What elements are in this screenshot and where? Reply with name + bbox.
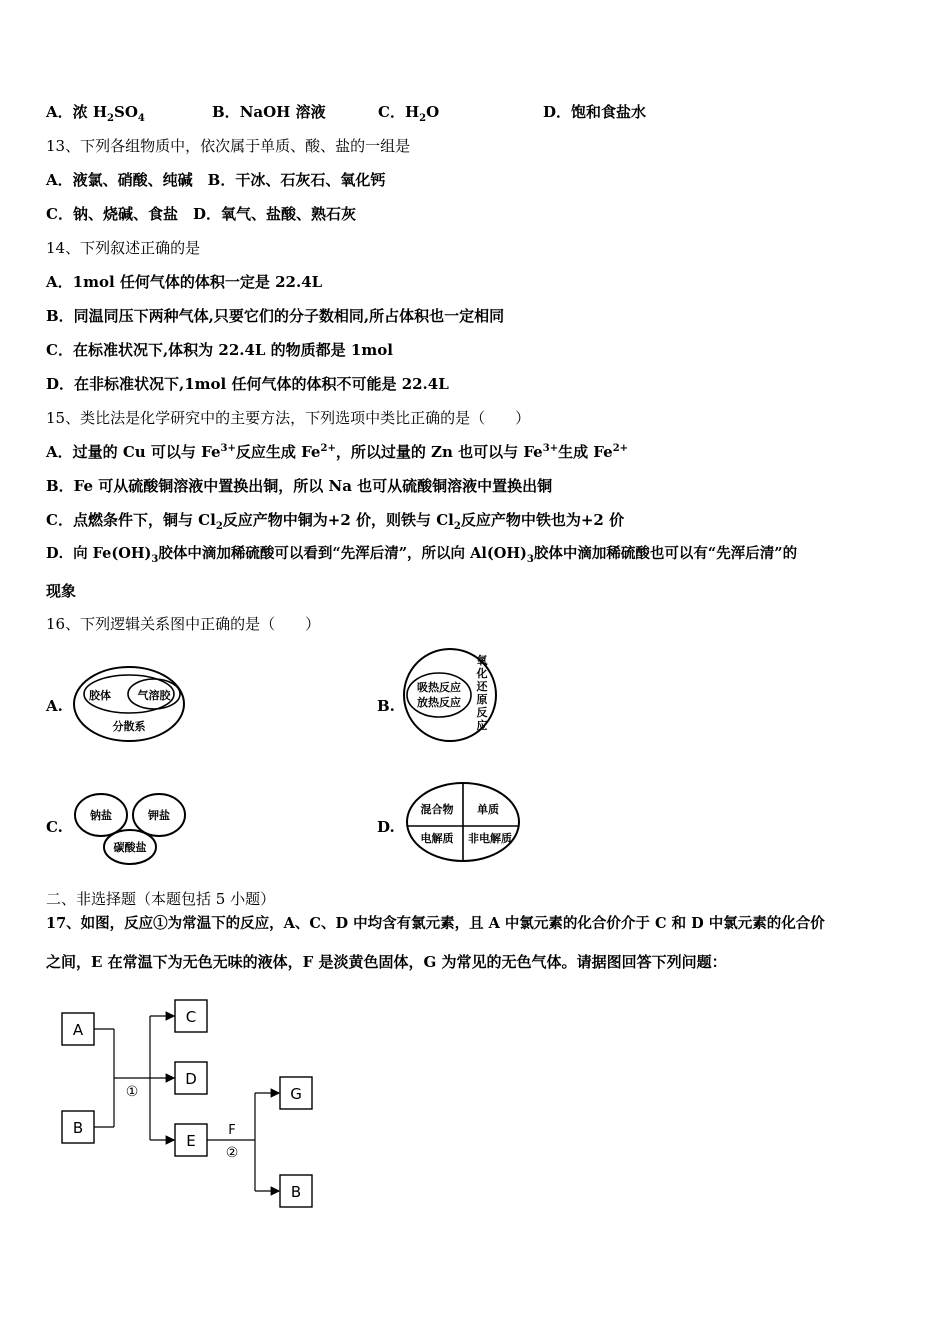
q13-options-cd: C．钠、烧碱、食盐 D．氧气、盐酸、熟石灰 bbox=[46, 205, 356, 223]
q15-option-b: B．Fe 可从硫酸铜溶液中置换出铜，所以 Na 也可从硫酸铜溶液中置换出铜 bbox=[46, 477, 553, 495]
label-redox-char: 氧 bbox=[476, 654, 488, 667]
diagram-d-matter bbox=[404, 780, 524, 864]
label-redox-char: 化 bbox=[476, 667, 488, 680]
label-redox-char: 原 bbox=[476, 693, 488, 706]
label-carbonate: 碳酸盐 bbox=[113, 841, 147, 854]
q14-option-c: C．在标准状况下,体积为 22.4L 的物质都是 1mol bbox=[46, 341, 393, 359]
q15-option-c: C．点燃条件下，铜与 $Cl_2$反应产物中铜为+2 价，则铁与 $Cl_2$反应产物中铁也为+2 价 bbox=[46, 511, 625, 532]
q17-text-line1: 17、如图，反应①为常温下的反应，A、C、D 中均含有氯元素，且 A 中氯元素的化合价介于 C 和 D 中氯元素的化合价 bbox=[46, 915, 825, 932]
q14-option-a: A．1mol 任何气体的体积一定是 22.4L bbox=[46, 273, 323, 291]
q12-option-b: B．NaOH 溶液 bbox=[212, 103, 326, 121]
label-reagent-f: F bbox=[228, 1123, 236, 1138]
label-box-e: E bbox=[186, 1132, 196, 1150]
label-redox-char: 反 bbox=[476, 706, 488, 719]
label-dispersion-system: 分散系 bbox=[112, 720, 146, 733]
q16-stem: 16、下列逻辑关系图中正确的是（ ） bbox=[46, 615, 321, 633]
label-box-a: A bbox=[72, 1021, 84, 1039]
q14-option-d: D．在非标准状况下,1mol 任何气体的体积不可能是 22.4L bbox=[46, 375, 449, 393]
label-reaction2: ② bbox=[225, 1145, 239, 1161]
q15-option-a: A．过量的 Cu 可以与 $Fe^{3+}$反应生成 $Fe^{2+}$，所以过量的 Zn 也可以与 $Fe^{3+}$生成 $Fe^{2+}$ bbox=[46, 443, 629, 461]
q16-label-d: D. bbox=[377, 818, 395, 836]
label-colloid: 胶体 bbox=[89, 689, 111, 702]
q13-stem: 13、下列各组物质中，依次属于单质、酸、盐的一组是 bbox=[46, 137, 411, 155]
label-mixture: 混合物 bbox=[420, 803, 454, 816]
q15-stem: 15、类比法是化学研究中的主要方法，下列选项中类比正确的是（ ） bbox=[46, 409, 531, 427]
label-exothermic: 放热反应 bbox=[417, 696, 461, 709]
label-aerosol: 气溶胶 bbox=[137, 689, 171, 702]
ellipse-heat-reactions bbox=[407, 673, 471, 717]
label-box-g: G bbox=[290, 1085, 302, 1103]
q12-option-d: D．饱和食盐水 bbox=[543, 103, 647, 121]
label-reaction1: ① bbox=[125, 1084, 139, 1100]
diagram-a-dispersion bbox=[72, 664, 188, 744]
q13-options-ab: A．液氯、硝酸、纯碱 B．干冰、石灰石、氧化钙 bbox=[46, 171, 386, 189]
q17-text-line2: 之间，E 在常温下为无色无味的液体，F 是淡黄色固体，G 为常见的无色气体。请据图回答下列问题： bbox=[46, 953, 727, 971]
diagram-b-reactions bbox=[402, 646, 498, 744]
q15-option-d-continued: 现象 bbox=[46, 582, 77, 600]
diagram-c-salts bbox=[72, 788, 188, 868]
q17-flow-diagram bbox=[55, 995, 325, 1215]
label-box-b-product: B bbox=[290, 1183, 302, 1201]
label-redox-char: 还 bbox=[476, 680, 488, 693]
label-box-b: B bbox=[72, 1119, 84, 1137]
label-electrolyte: 电解质 bbox=[420, 832, 454, 845]
q15-option-d: D．向 $Fe(OH)_3$胶体中滴加稀硫酸可以看到“先浑后清”，所以向 $Al(OH)_3$胶体中滴加稀硫酸也可以有“先浑后清”的 bbox=[46, 545, 798, 565]
q16-label-a: A. bbox=[46, 697, 63, 715]
q16-label-b: B. bbox=[377, 697, 395, 715]
label-non-electrolyte: 非电解质 bbox=[468, 832, 512, 845]
q12-option-c: C．$H_2O$ bbox=[378, 103, 440, 124]
q14-option-b: B．同温同压下两种气体,只要它们的分子数相同,所占体积也一定相同 bbox=[46, 307, 505, 325]
q12-option-a: A．浓 $H_2SO_4$ bbox=[46, 103, 145, 124]
q14-stem: 14、下列叙述正确的是 bbox=[46, 239, 201, 257]
label-endothermic: 吸热反应 bbox=[417, 681, 461, 694]
section2-heading: 二、非选择题（本题包括 5 小题） bbox=[46, 890, 276, 908]
label-potassium-salt: 钾盐 bbox=[148, 809, 170, 822]
q16-label-c: C. bbox=[46, 818, 63, 836]
label-element: 单质 bbox=[477, 803, 499, 816]
label-box-c: C bbox=[185, 1008, 197, 1026]
label-redox-char: 应 bbox=[476, 719, 488, 732]
label-sodium-salt: 钠盐 bbox=[90, 809, 112, 822]
label-box-d: D bbox=[185, 1070, 197, 1088]
